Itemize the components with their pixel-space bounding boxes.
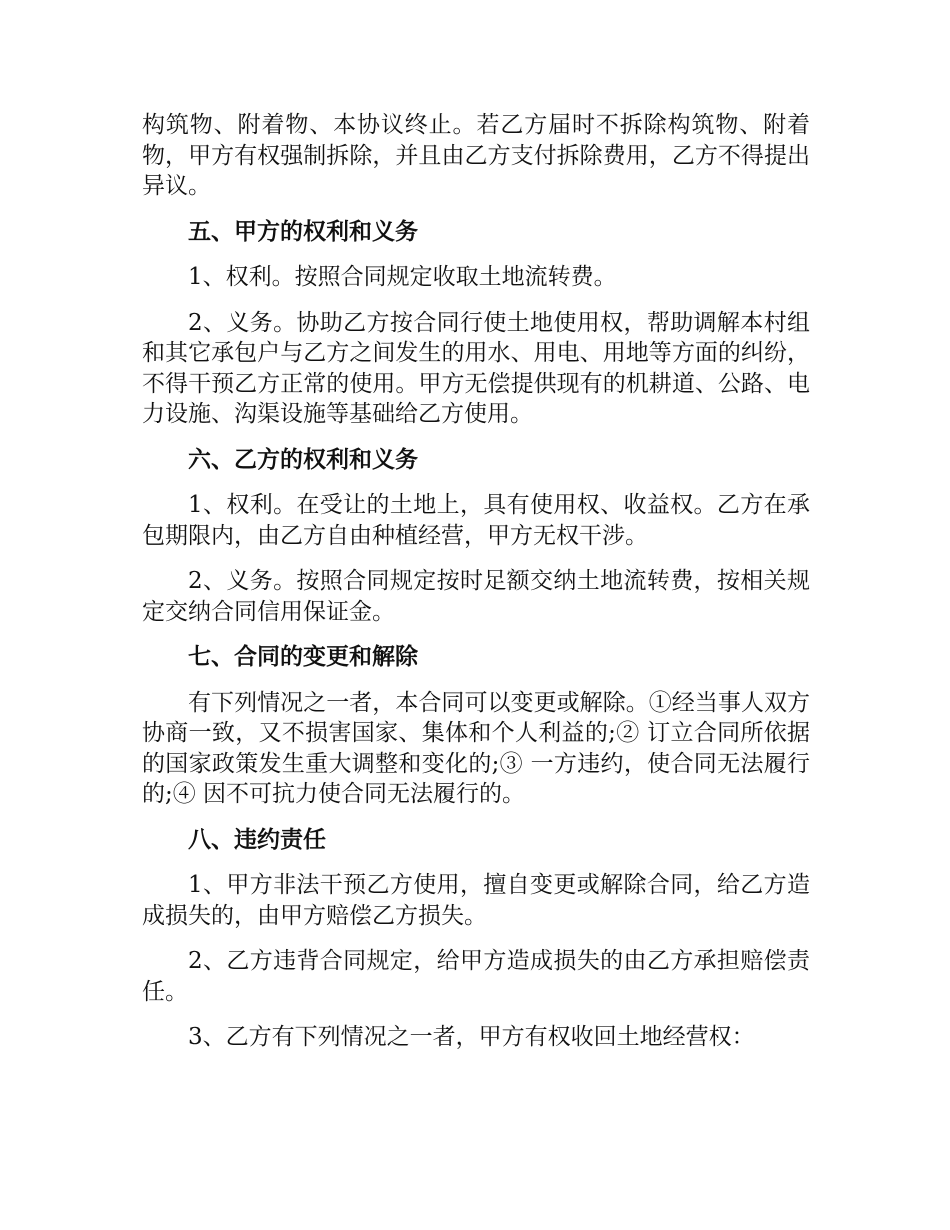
paragraph-party-a-rights: 1、权利。按照合同规定收取土地流转费。: [188, 264, 617, 290]
paragraph-continuation: 构筑物、附着物、本协议终止。若乙方届时不拆除构筑物、附着物，甲方有权强制拆除，并且由乙方支付拆除费用，乙方不得提出异议。: [142, 112, 810, 199]
document-page: [142, 110, 810, 1068]
section-heading-party-a-rights: 五、甲方的权利和义务: [188, 218, 418, 245]
paragraph-party-b-obligations: 2、义务。按照合同规定按时足额交纳土地流转费，按相关规定交纳合同信用保证金。: [142, 568, 810, 625]
paragraph-liability-2: 2、乙方违背合同规定，给甲方造成损失的由乙方承担赔偿责任。: [142, 948, 810, 1005]
section-heading-contract-change: 七、合同的变更和解除: [188, 644, 418, 670]
paragraph-party-a-obligations: 2、义务。协助乙方按合同行使土地使用权，帮助调解本村组和其它承包户与乙方之间发生的用水、用电、用地等方面的纠纷，不得干预乙方正常的使用。甲方无偿提供现有的机耕道、公路、电力设施、沟渠设施等基础给乙方使用。: [142, 309, 810, 427]
paragraph-liability-1: 1、甲方非法干预乙方使用，擅自变更或解除合同，给乙方造成损失的，由甲方赔偿乙方损失。: [142, 872, 810, 929]
paragraph-liability-3: 3、乙方有下列情况之一者，甲方有权收回土地经营权：: [188, 1024, 755, 1050]
section-heading-liability: 八、违约责任: [188, 826, 326, 853]
section-heading-party-b-rights: 六、乙方的权利和义务: [188, 446, 418, 473]
paragraph-party-b-rights: 1、权利。在受让的土地上，具有使用权、收益权。乙方在承包期限内，由乙方自由种植经营，甲方无权干涉。: [142, 492, 810, 549]
paragraph-contract-change: 有下列情况之一者，本合同可以变更或解除。①经当事人双方协商一致，又不损害国家、集体和个人利益的;② 订立合同所依据的国家政策发生重大调整和变化的;③ 一方违约，使合同无法履行的;④ 因不可抗力使合同无法履行的。: [142, 689, 810, 807]
